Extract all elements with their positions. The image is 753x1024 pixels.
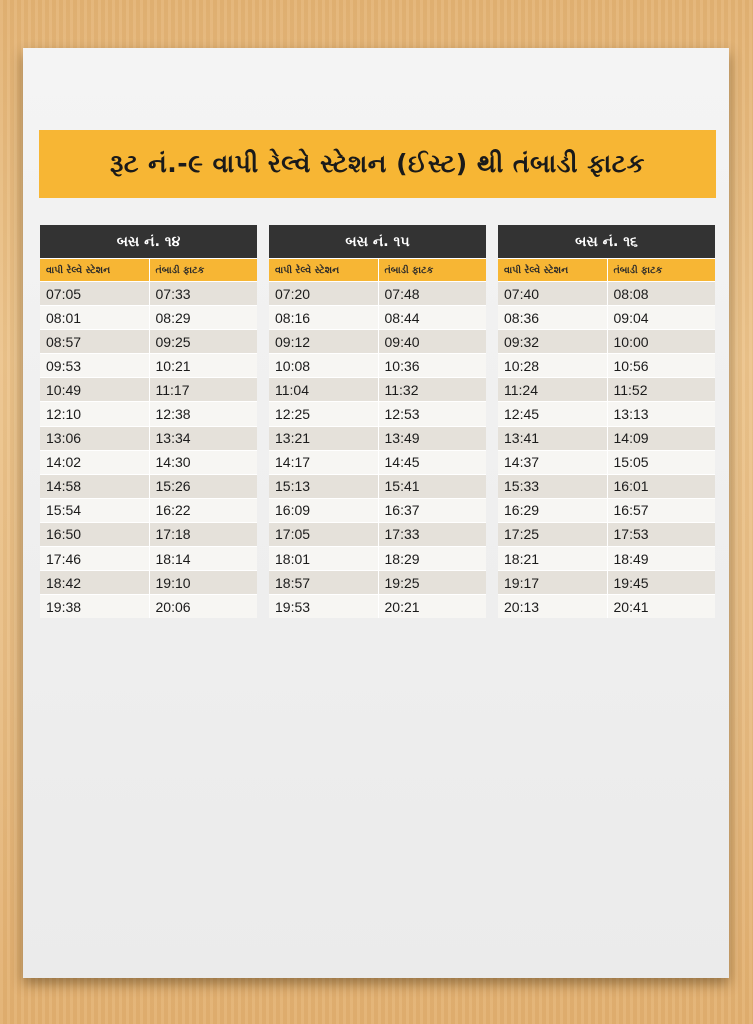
departure-time: 07:40: [504, 285, 540, 302]
departure-time: 12:10: [46, 406, 82, 423]
table-row: [40, 426, 257, 450]
arrival-time: 10:56: [607, 354, 716, 377]
departure-time: 18:42: [46, 574, 82, 591]
arrival-time: 15:26: [149, 475, 258, 498]
bus-number-header: બસ નં. ૧૫: [269, 225, 486, 258]
arrival-time: 16:37: [378, 499, 487, 522]
table-row: [40, 377, 257, 401]
departure-time: 12:45: [504, 406, 540, 423]
table-row: [498, 329, 715, 353]
departure-time: 20:13: [504, 598, 540, 615]
arrival-time: 19:45: [607, 571, 716, 594]
departure-time: 07:20: [275, 285, 311, 302]
column-header-from: વાપી રેલ્વે સ્ટેશન: [46, 264, 111, 276]
arrival-time: 20:06: [149, 595, 258, 618]
table-row: [269, 401, 486, 425]
arrival-time: 19:10: [149, 571, 258, 594]
table-row: [269, 281, 486, 305]
arrival-time: 09:25: [149, 330, 258, 353]
arrival-time: 14:09: [607, 427, 716, 450]
table-row: [40, 281, 257, 305]
table-row: [269, 570, 486, 594]
table-row: [269, 594, 486, 618]
arrival-time: 11:17: [149, 378, 258, 401]
departure-time: 10:49: [46, 381, 82, 398]
table-row: [40, 474, 257, 498]
departure-time: 09:32: [504, 333, 540, 350]
arrival-time: 11:52: [607, 378, 716, 401]
table-row: [269, 474, 486, 498]
table-row: [498, 426, 715, 450]
column-header-to: તંબાડી ફાટક: [378, 259, 487, 281]
departure-time: 17:46: [46, 550, 82, 567]
arrival-time: 08:44: [378, 306, 487, 329]
table-row: [40, 353, 257, 377]
column-headers: [498, 258, 715, 281]
departure-time: 19:53: [275, 598, 311, 615]
departure-time: 15:33: [504, 478, 540, 495]
column-headers: [269, 258, 486, 281]
departure-time: 18:57: [275, 574, 311, 591]
table-row: [498, 450, 715, 474]
column-header-to: તંબાડી ફાટક: [149, 259, 258, 281]
arrival-time: 12:38: [149, 402, 258, 425]
table-row: [40, 401, 257, 425]
departure-time: 13:21: [275, 430, 311, 447]
departure-time: 16:50: [46, 526, 82, 543]
departure-time: 09:53: [46, 357, 82, 374]
table-row: [498, 401, 715, 425]
bus-number-header: બસ નં. ૧૬: [498, 225, 715, 258]
departure-time: 16:29: [504, 502, 540, 519]
column-header-from: વાપી રેલ્વે સ્ટેશન: [504, 264, 569, 276]
departure-time: 10:28: [504, 357, 540, 374]
table-row: [498, 474, 715, 498]
departure-time: 16:09: [275, 502, 311, 519]
arrival-time: 15:41: [378, 475, 487, 498]
arrival-time: 10:00: [607, 330, 716, 353]
departure-time: 15:54: [46, 502, 82, 519]
departure-time: 14:02: [46, 454, 82, 471]
table-row: [40, 305, 257, 329]
bus-rows: [498, 281, 715, 618]
table-row: [40, 546, 257, 570]
table-row: [269, 450, 486, 474]
departure-time: 08:01: [46, 309, 82, 326]
column-header-from: વાપી રેલ્વે સ્ટેશન: [275, 264, 340, 276]
table-row: [498, 305, 715, 329]
column-header-to: તંબાડી ફાટક: [607, 259, 716, 281]
arrival-time: 13:13: [607, 402, 716, 425]
departure-time: 10:08: [275, 357, 311, 374]
table-row: [498, 377, 715, 401]
departure-time: 08:57: [46, 333, 82, 350]
table-row: [40, 450, 257, 474]
arrival-time: 10:21: [149, 354, 258, 377]
table-row: [269, 377, 486, 401]
arrival-time: 17:53: [607, 523, 716, 546]
table-row: [269, 522, 486, 546]
departure-time: 17:05: [275, 526, 311, 543]
departure-time: 14:37: [504, 454, 540, 471]
arrival-time: 13:34: [149, 427, 258, 450]
bus-number-header: બસ નં. ૧૪: [40, 225, 257, 258]
arrival-time: 13:49: [378, 427, 487, 450]
arrival-time: 08:08: [607, 282, 716, 305]
bus-rows: [269, 281, 486, 618]
table-row: [498, 546, 715, 570]
arrival-time: 18:49: [607, 547, 716, 570]
table-row: [269, 353, 486, 377]
departure-time: 15:13: [275, 478, 311, 495]
arrival-time: 14:30: [149, 451, 258, 474]
arrival-time: 16:01: [607, 475, 716, 498]
arrival-time: 15:05: [607, 451, 716, 474]
table-row: [40, 594, 257, 618]
arrival-time: 16:22: [149, 499, 258, 522]
departure-time: 13:06: [46, 430, 82, 447]
arrival-time: 07:33: [149, 282, 258, 305]
arrival-time: 20:41: [607, 595, 716, 618]
arrival-time: 07:48: [378, 282, 487, 305]
arrival-time: 18:29: [378, 547, 487, 570]
bus-table-16: [498, 225, 715, 618]
table-row: [269, 498, 486, 522]
departure-time: 18:21: [504, 550, 540, 567]
arrival-time: 12:53: [378, 402, 487, 425]
arrival-time: 09:04: [607, 306, 716, 329]
table-row: [498, 498, 715, 522]
departure-time: 19:17: [504, 574, 540, 591]
arrival-time: 18:14: [149, 547, 258, 570]
table-row: [40, 329, 257, 353]
departure-time: 17:25: [504, 526, 540, 543]
bus-table-14: [40, 225, 257, 618]
table-row: [40, 498, 257, 522]
departure-time: 09:12: [275, 333, 311, 350]
arrival-time: 17:33: [378, 523, 487, 546]
arrival-time: 09:40: [378, 330, 487, 353]
table-row: [498, 353, 715, 377]
arrival-time: 16:57: [607, 499, 716, 522]
departure-time: 19:38: [46, 598, 82, 615]
table-row: [269, 305, 486, 329]
table-row: [40, 522, 257, 546]
bus-table-15: [269, 225, 486, 618]
arrival-time: 11:32: [378, 378, 487, 401]
table-row: [40, 570, 257, 594]
arrival-time: 19:25: [378, 571, 487, 594]
table-row: [269, 426, 486, 450]
table-row: [498, 281, 715, 305]
bus-rows: [40, 281, 257, 618]
table-row: [498, 570, 715, 594]
arrival-time: 08:29: [149, 306, 258, 329]
arrival-time: 17:18: [149, 523, 258, 546]
table-row: [269, 329, 486, 353]
departure-time: 12:25: [275, 406, 311, 423]
table-row: [498, 594, 715, 618]
departure-time: 14:58: [46, 478, 82, 495]
table-row: [269, 546, 486, 570]
departure-time: 11:24: [504, 381, 538, 398]
departure-time: 08:16: [275, 309, 311, 326]
departure-time: 14:17: [275, 454, 311, 471]
route-title: રૂટ નં.-૯ વાપી રેલ્વે સ્ટેશન (ઈસ્ટ) થી તંબાડી ફાટક: [39, 130, 716, 198]
departure-time: 07:05: [46, 285, 82, 302]
departure-time: 18:01: [275, 550, 311, 567]
arrival-time: 20:21: [378, 595, 487, 618]
arrival-time: 10:36: [378, 354, 487, 377]
departure-time: 13:41: [504, 430, 540, 447]
arrival-time: 14:45: [378, 451, 487, 474]
timetable-sheet: [23, 48, 729, 978]
table-row: [498, 522, 715, 546]
departure-time: 08:36: [504, 309, 540, 326]
column-headers: [40, 258, 257, 281]
departure-time: 11:04: [275, 381, 309, 398]
